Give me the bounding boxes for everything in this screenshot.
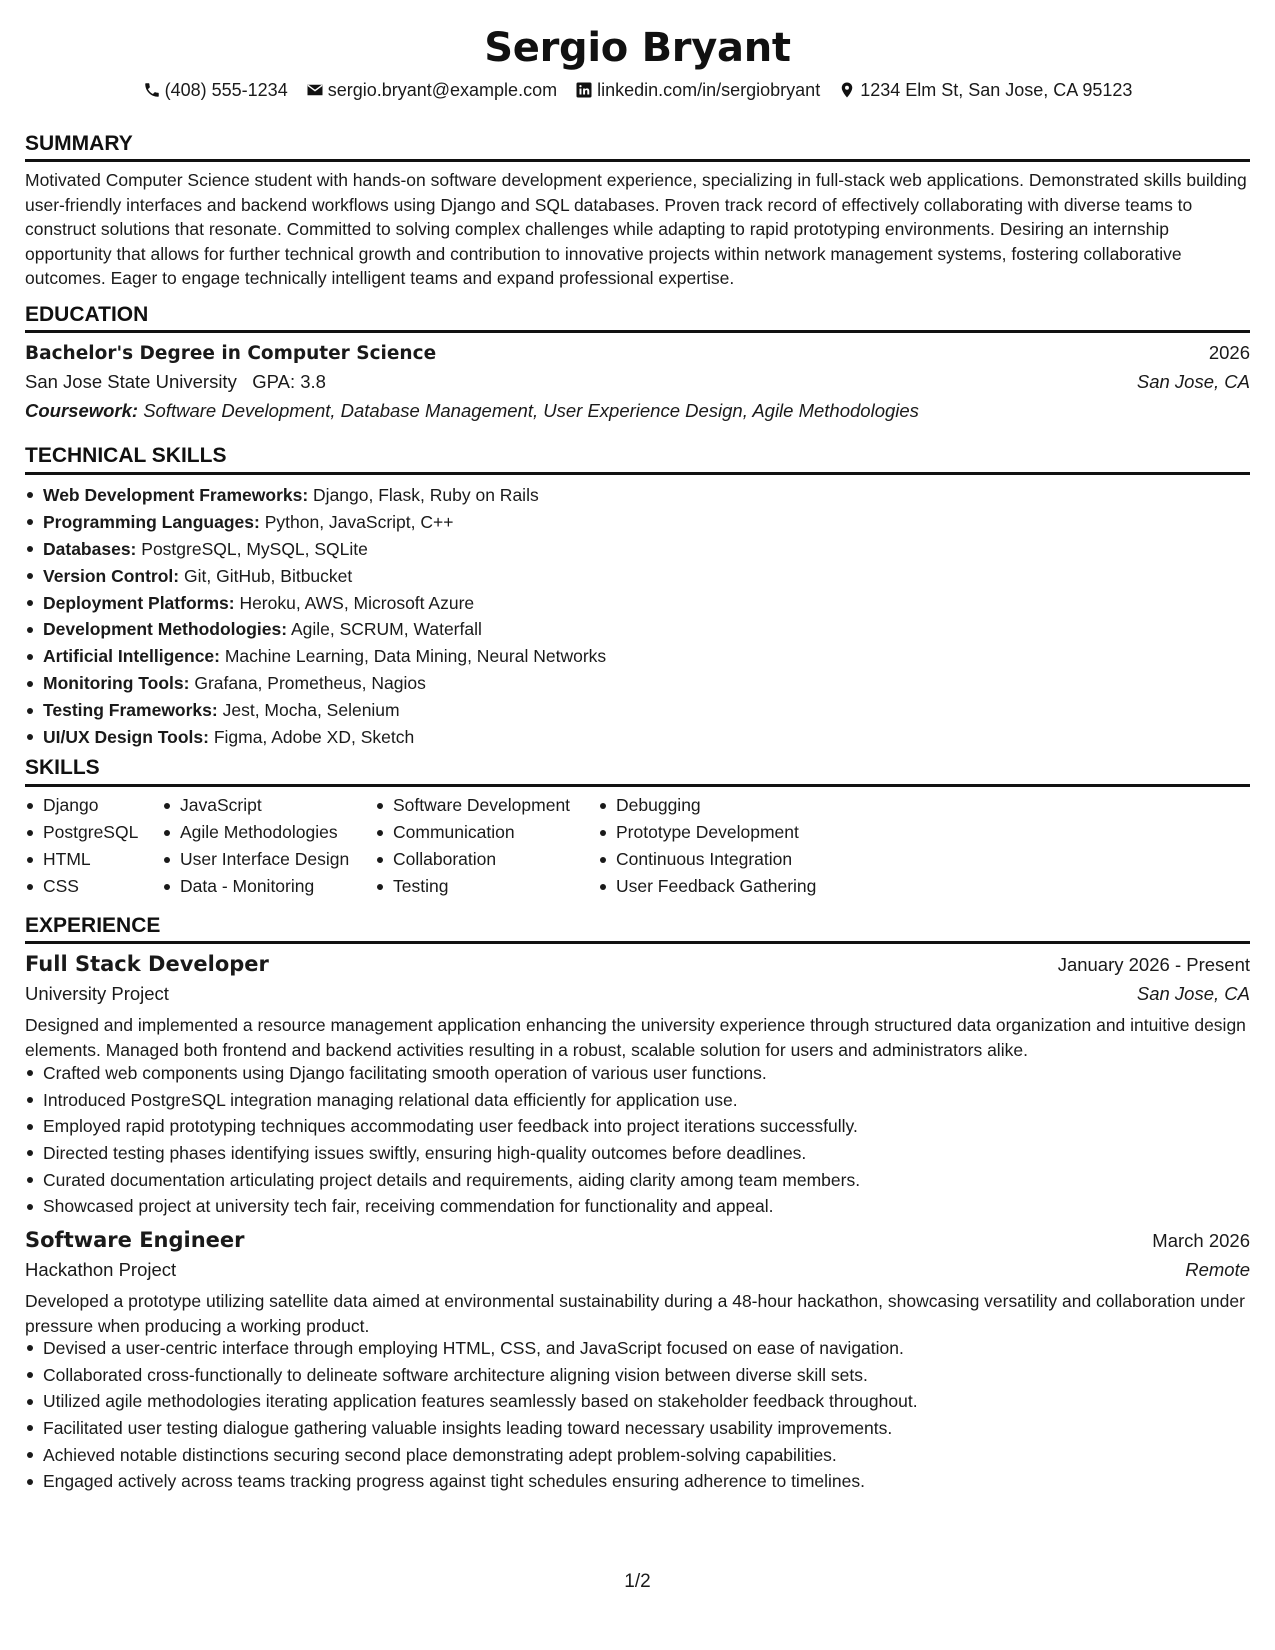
list-item: CSS <box>25 873 138 900</box>
job-2-org-row <box>25 1257 1250 1283</box>
experience-heading: EXPERIENCE <box>25 914 161 937</box>
summary-text: Motivated Computer Science student with hands-on software development experience, specializing in full-stack web applications. Demonstrated skills building user-friendly interfaces and backend workflows using Django and SQL databases. Proven track record of effectively collaborating with diverse teams to construct solutions that resonate. Committed to solving complex challenges while adapting to rapid prototyping environments. Desiring an internship opportunity that allows for further technical growth and contribution to innovative projects within network management systems, fostering collaborative outcomes. Eager to engage technically intelligent teams and expand professional expertise. <box>25 170 1247 289</box>
job-description: Designed and implemented a resource management application enhancing the university experience through structured data organization and intuitive design elements. Managed both frontend and backend activities resulting in a robust, scalable solution for users and administrators alike. <box>25 1015 1246 1060</box>
education-rule <box>25 330 1250 333</box>
job-dates: January 2026 - Present <box>1057 954 1250 975</box>
skills-column-2 <box>162 792 349 900</box>
technical-skills-heading: TECHNICAL SKILLS <box>25 444 227 467</box>
education-degree-row <box>25 340 1250 367</box>
list-item: Prototype Development <box>598 819 816 846</box>
map-pin-icon <box>838 81 856 99</box>
coursework-text: Software Development, Database Management, User Experience Design, Agile Methodologies <box>143 400 919 421</box>
phone-icon <box>143 81 161 99</box>
list-item: JavaScript <box>162 792 349 819</box>
list-item: Django <box>25 792 138 819</box>
job-1-bullets <box>25 1060 1250 1220</box>
school-location: San Jose, CA <box>1136 371 1250 392</box>
skills-rule <box>25 784 1250 787</box>
list-item: Employed rapid prototyping techniques accommodating user feedback into project iterations successfully. <box>25 1113 1250 1140</box>
list-item: Software Development <box>375 792 570 819</box>
technical-skills-list <box>25 482 1250 751</box>
school-gpa <box>25 369 326 395</box>
list-item: Testing Frameworks: Jest, Mocha, Selenium <box>25 697 1250 724</box>
list-item: Collaborated cross-functionally to delineate software architecture aligning vision between diverse skill sets. <box>25 1362 1250 1389</box>
candidate-name: Sergio Bryant <box>484 25 791 71</box>
experience-rule <box>25 941 1250 944</box>
technical-skills-rule <box>25 472 1250 475</box>
list-item: Programming Languages: Python, JavaScript, C++ <box>25 509 1250 536</box>
job-2-title-row <box>25 1226 1250 1254</box>
list-item: Achieved notable distinctions securing second place demonstrating adept problem-solving capabilities. <box>25 1442 1250 1469</box>
skills-column-4 <box>598 792 816 900</box>
list-item: Devised a user-centric interface through employing HTML, CSS, and JavaScript focused on ease of navigation. <box>25 1335 1250 1362</box>
job-location: Remote <box>1185 1259 1250 1280</box>
list-item: Engaged actively across teams tracking progress against tight schedules ensuring adherence to timelines. <box>25 1468 1250 1495</box>
list-item: Directed testing phases identifying issues swiftly, ensuring high-quality outcomes before deadlines. <box>25 1140 1250 1167</box>
summary-rule <box>25 159 1250 162</box>
list-item: Development Methodologies: Agile, SCRUM, Waterfall <box>25 616 1250 643</box>
list-item: Testing <box>375 873 570 900</box>
job-org: Hackathon Project <box>25 1259 177 1280</box>
contact-phone <box>143 77 288 103</box>
list-item: HTML <box>25 846 138 873</box>
email-text[interactable]: sergio.bryant@example.com <box>327 80 558 100</box>
list-item: PostgreSQL <box>25 819 138 846</box>
page-number: 1/2 <box>624 1571 651 1592</box>
list-item: UI/UX Design Tools: Figma, Adobe XD, Sketch <box>25 724 1250 751</box>
list-item: Introduced PostgreSQL integration managing relational data efficiently for application use. <box>25 1087 1250 1114</box>
contact-email[interactable] <box>306 77 557 103</box>
coursework-row <box>25 398 1250 424</box>
coursework-line <box>25 398 919 424</box>
list-item: Communication <box>375 819 570 846</box>
job-location: San Jose, CA <box>1136 983 1250 1004</box>
list-item: Debugging <box>598 792 816 819</box>
linkedin-icon <box>575 81 593 99</box>
coursework-label: Coursework: <box>25 400 139 421</box>
list-item: Collaboration <box>375 846 570 873</box>
list-item: Showcased project at university tech fair, receiving commendation for functionality and appeal. <box>25 1193 1250 1220</box>
job-dates: March 2026 <box>1152 1230 1250 1251</box>
list-item: Monitoring Tools: Grafana, Prometheus, Nagios <box>25 670 1250 697</box>
education-school-row <box>25 369 1250 395</box>
job-role: Full Stack Developer <box>25 952 269 976</box>
job-role: Software Engineer <box>25 1228 245 1252</box>
list-item: Deployment Platforms: Heroku, AWS, Microsoft Azure <box>25 590 1250 617</box>
list-item: Artificial Intelligence: Machine Learning, Data Mining, Neural Networks <box>25 643 1250 670</box>
resume-page <box>25 0 1250 1650</box>
degree-title: Bachelor's Degree in Computer Science <box>25 343 437 364</box>
education-heading: EDUCATION <box>25 303 149 326</box>
school-name: San Jose State University <box>25 371 237 392</box>
contact-bar <box>25 77 1250 103</box>
contact-linkedin[interactable] <box>575 77 820 103</box>
job-org: University Project <box>25 983 169 1004</box>
list-item: Facilitated user testing dialogue gathering valuable insights leading toward necessary usability improvements. <box>25 1415 1250 1442</box>
phone-text: (408) 555-1234 <box>164 80 288 100</box>
list-item: Continuous Integration <box>598 846 816 873</box>
list-item: Crafted web components using Django facilitating smooth operation of various user functions. <box>25 1060 1250 1087</box>
list-item: User Interface Design <box>162 846 349 873</box>
list-item: Utilized agile methodologies iterating application features seamlessly based on stakeholder feedback throughout. <box>25 1388 1250 1415</box>
list-item: Databases: PostgreSQL, MySQL, SQLite <box>25 536 1250 563</box>
contact-address <box>838 77 1132 103</box>
address-text: 1234 Elm St, San Jose, CA 95123 <box>860 80 1133 100</box>
skills-column-1 <box>25 792 138 900</box>
envelope-icon <box>306 81 324 99</box>
list-item: Version Control: Git, GitHub, Bitbucket <box>25 563 1250 590</box>
graduation-year: 2026 <box>1208 342 1250 363</box>
job-1-org-row <box>25 981 1250 1007</box>
job-2-bullets <box>25 1335 1250 1495</box>
list-item: Agile Methodologies <box>162 819 349 846</box>
skills-heading: SKILLS <box>25 756 100 779</box>
job-1-title-row <box>25 950 1250 978</box>
linkedin-text[interactable]: linkedin.com/in/sergiobryant <box>597 80 821 100</box>
gpa: GPA: 3.8 <box>252 371 326 392</box>
list-item: User Feedback Gathering <box>598 873 816 900</box>
summary-heading: SUMMARY <box>25 132 133 155</box>
job-description: Developed a prototype utilizing satellite data aimed at environmental sustainability during a 48-hour hackathon, showcasing versatility and collaboration under pressure when producing a working product. <box>25 1291 1245 1336</box>
list-item: Data - Monitoring <box>162 873 349 900</box>
skills-grid <box>25 792 1250 902</box>
list-item: Curated documentation articulating project details and requirements, aiding clarity among team members. <box>25 1167 1250 1194</box>
skills-column-3 <box>375 792 570 900</box>
list-item: Web Development Frameworks: Django, Flask, Ruby on Rails <box>25 482 1250 509</box>
